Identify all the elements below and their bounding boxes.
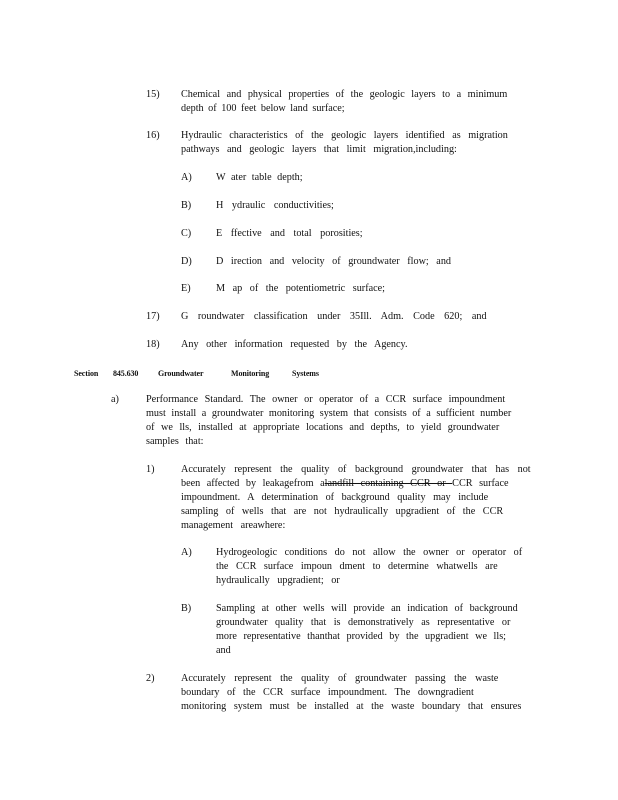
item-text — [181, 88, 516, 116]
text-line: of we lls, installed at appropriate locations and depths, to yield groundwater — [146, 422, 500, 433]
text-line: Hydraulic characteristics of the geologic layers identified as migration — [181, 130, 508, 141]
text-line: Performance Standard. The owner or operator of a CCR surface impoundment — [146, 394, 506, 405]
item-number: D) — [181, 256, 192, 267]
text-line: Sampling at other wells will provide an indication of background — [216, 603, 518, 614]
text-line: impoundment. A determination of background quality may include — [181, 492, 489, 503]
text-line — [181, 477, 536, 491]
text-line: sampling of wells that are not hydraulically upgradient of the CCR — [181, 506, 504, 517]
struck-text: landfill containing CCR or — [324, 478, 453, 489]
section-label: Section — [74, 369, 99, 378]
item-number: B) — [181, 603, 192, 614]
item-text: Any other information requested by the Agency. — [181, 339, 408, 350]
text-fragment: CCR surface — [452, 478, 509, 489]
item-number: 17) — [146, 311, 160, 322]
item-text — [181, 672, 536, 714]
item-number: 15) — [146, 89, 160, 100]
text-line: depth of 100 feet below land surface; — [181, 103, 345, 114]
item-text: H ydraulic conductivities; — [216, 200, 334, 211]
item-text: W ater table depth; — [216, 172, 303, 183]
text-line: samples that: — [146, 436, 204, 447]
text-line: Accurately represent the quality of background groundwater that has not — [181, 464, 531, 475]
item-number: A) — [181, 547, 192, 558]
text-line: boundary of the CCR surface impoundment. The downgradient — [181, 687, 474, 698]
item-text — [181, 463, 536, 533]
text-line: and — [216, 645, 231, 656]
text-line: pathways and geologic layers that limit migration,including: — [181, 144, 457, 155]
text-line: hydraulically upgradient; or — [216, 575, 340, 586]
text-line: monitoring system must be installed at the waste boundary that ensures — [181, 701, 522, 712]
item-text: G roundwater classification under 35Ill. Adm. Code 620; and — [181, 311, 487, 322]
item-text: E ffective and total porosities; — [216, 228, 363, 239]
item-number: C) — [181, 228, 192, 239]
section-title-word: Groundwater — [158, 369, 204, 378]
section-title-word: Monitoring — [231, 369, 270, 378]
text-line: Hydrogeologic conditions do not allow the owner or operator of — [216, 547, 523, 558]
section-number: 845.630 — [113, 369, 139, 378]
item-text — [146, 393, 536, 449]
item-number: a) — [111, 394, 119, 405]
text-line: groundwater quality that is demonstratively as representative or — [216, 617, 511, 628]
text-line: more representative thanthat provided by the upgradient we lls; — [216, 631, 507, 642]
item-number: A) — [181, 172, 192, 183]
item-number: 18) — [146, 339, 160, 350]
text-line: the CCR surface impoun dment to determine whatwells are — [216, 561, 498, 572]
item-text: D irection and velocity of groundwater flow; and — [216, 256, 452, 267]
item-number: 2) — [146, 673, 155, 684]
section-title-word: Systems — [292, 369, 319, 378]
item-text — [181, 129, 516, 157]
item-number: B) — [181, 200, 192, 211]
item-text — [216, 602, 536, 658]
text-line: Accurately represent the quality of groundwater passing the waste — [181, 673, 499, 684]
text-line: Chemical and physical properties of the geologic layers to a minimum — [181, 89, 508, 100]
item-text: M ap of the potentiometric surface; — [216, 283, 385, 294]
text-fragment: been affected by leakagefrom a — [181, 478, 325, 489]
item-number: E) — [181, 283, 191, 294]
text-line: management areawhere: — [181, 520, 286, 531]
text-line: must install a groundwater monitoring system that consists of a sufficient number — [146, 408, 512, 419]
item-number: 16) — [146, 130, 160, 141]
item-number: 1) — [146, 464, 155, 475]
item-text — [216, 546, 536, 588]
